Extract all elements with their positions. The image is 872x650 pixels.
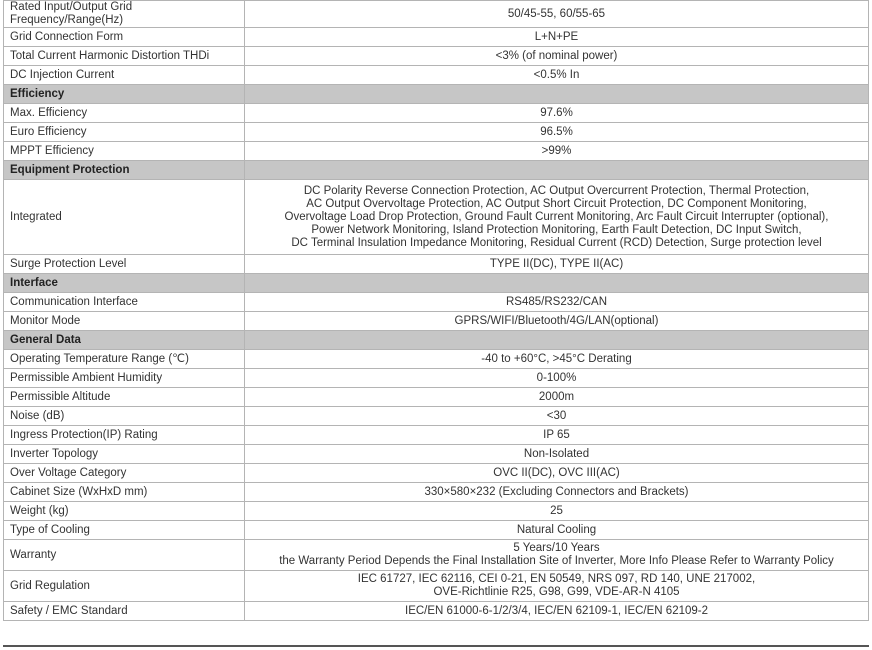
spec-value: [245, 142, 869, 161]
spec-row-total-current-harmonic-distortion-thdi: [4, 47, 869, 66]
spec-label: Rated Input/Output Grid Frequency/Range(Hz): [4, 1, 245, 28]
spec-label: Type of Cooling: [4, 521, 245, 540]
spec-label: Noise (dB): [4, 407, 245, 426]
spec-value: [245, 66, 869, 85]
section-title: Equipment Protection: [4, 161, 245, 180]
spec-value-line: Power Network Monitoring, Island Protection Monitoring, Earth Fault Detection, DC Input Switch,: [311, 223, 802, 236]
section-fill: [245, 85, 869, 104]
spec-row-integrated: [4, 180, 869, 255]
spec-label: Grid Connection Form: [4, 28, 245, 47]
spec-row-operating-temperature-range: [4, 350, 869, 369]
bottom-divider: [3, 645, 869, 647]
spec-label: Max. Efficiency: [4, 104, 245, 123]
spec-value-line: the Warranty Period Depends the Final Installation Site of Inverter, More Info Please Refer to Warranty Policy: [279, 555, 834, 567]
spec-row-grid-connection-form: [4, 28, 869, 47]
spec-row-permissible-altitude: [4, 388, 869, 407]
spec-label: Communication Interface: [4, 293, 245, 312]
spec-row-ingress-protection-ip-rating: [4, 426, 869, 445]
section-title: Efficiency: [4, 85, 245, 104]
section-fill: [245, 331, 869, 350]
spec-label: Euro Efficiency: [4, 123, 245, 142]
spec-row-euro-efficiency: [4, 123, 869, 142]
spec-value-line: Overvoltage Load Drop Protection, Ground Fault Current Monitoring, Arc Fault Circuit Interrupter (optional),: [284, 210, 829, 223]
spec-value: [245, 521, 869, 540]
spec-value-line: 96.5%: [540, 125, 573, 138]
spec-row-rated-input-output-grid-frequency-range-hz: [4, 1, 869, 28]
spec-label: Weight (kg): [4, 502, 245, 521]
spec-row-dc-injection-current: [4, 66, 869, 85]
spec-label: Surge Protection Level: [4, 255, 245, 274]
spec-value: [245, 1, 869, 28]
spec-label: Permissible Ambient Humidity: [4, 369, 245, 388]
spec-value-line: L+N+PE: [534, 30, 579, 43]
spec-table: [3, 0, 869, 621]
spec-label: Permissible Altitude: [4, 388, 245, 407]
spec-row-inverter-topology: [4, 445, 869, 464]
section-header-equipment-protection: [4, 161, 869, 180]
spec-value: [245, 104, 869, 123]
spec-value-line: AC Output Overvoltage Protection, AC Output Short Circuit Protection, DC Component Monitoring,: [306, 197, 807, 210]
spec-value-line: IEC/EN 61000-6-1/2/3/4, IEC/EN 62109-1, IEC/EN 62109-2: [405, 604, 708, 617]
spec-value-line: IP 65: [543, 428, 570, 441]
spec-row-monitor-mode: [4, 312, 869, 331]
spec-value: [245, 464, 869, 483]
spec-row-weight-kg: [4, 502, 869, 521]
spec-row-surge-protection-level: [4, 255, 869, 274]
spec-row-over-voltage-category: [4, 464, 869, 483]
spec-label: Inverter Topology: [4, 445, 245, 464]
spec-row-warranty: [4, 540, 869, 571]
spec-value-line: 330×580×232 (Excluding Connectors and Brackets): [424, 485, 689, 498]
section-header-efficiency: [4, 85, 869, 104]
spec-value-line: 0-100%: [536, 371, 577, 384]
section-header-interface: [4, 274, 869, 293]
spec-value-line: Natural Cooling: [516, 523, 597, 536]
spec-label: DC Injection Current: [4, 66, 245, 85]
spec-value-line: DC Terminal Insulation Impedance Monitoring, Residual Current (RCD) Detection, Surge protection level: [291, 236, 822, 249]
spec-row-communication-interface: [4, 293, 869, 312]
spec-value-line: GPRS/WIFI/Bluetooth/4G/LAN(optional): [454, 314, 659, 327]
spec-value: [245, 293, 869, 312]
spec-value: [245, 28, 869, 47]
spec-value: [245, 502, 869, 521]
spec-value-line: OVC II(DC), OVC III(AC): [493, 466, 620, 479]
spec-row-max-efficiency: [4, 104, 869, 123]
spec-value: [245, 483, 869, 502]
spec-label: Warranty: [4, 540, 245, 571]
spec-label: Ingress Protection(IP) Rating: [4, 426, 245, 445]
spec-value: [245, 350, 869, 369]
spec-value: [245, 369, 869, 388]
spec-value-line: 50/45-55, 60/55-65: [507, 7, 606, 20]
spec-label: Cabinet Size (WxHxD mm): [4, 483, 245, 502]
spec-value: [245, 123, 869, 142]
spec-value: [245, 445, 869, 464]
spec-table-body: [4, 1, 869, 621]
section-header-general-data: [4, 331, 869, 350]
spec-row-noise-db: [4, 407, 869, 426]
spec-value-line: RS485/RS232/CAN: [506, 295, 607, 308]
spec-value-line: DC Polarity Reverse Connection Protection, AC Output Overcurrent Protection, Thermal Protection,: [303, 184, 810, 197]
spec-label: Safety / EMC Standard: [4, 602, 245, 621]
spec-value: [245, 426, 869, 445]
spec-value: [245, 47, 869, 66]
spec-label: Integrated: [4, 180, 245, 255]
spec-value-line: 2000m: [538, 390, 575, 403]
spec-row-safety-emc-standard: [4, 602, 869, 621]
spec-value: [245, 312, 869, 331]
section-title: General Data: [4, 331, 245, 350]
spec-row-mppt-efficiency: [4, 142, 869, 161]
spec-value-line: <30: [546, 409, 567, 422]
spec-value-line: <0.5% In: [533, 68, 580, 81]
spec-value-line: 25: [550, 504, 563, 517]
section-fill: [245, 274, 869, 293]
spec-value: [245, 388, 869, 407]
section-fill: [245, 161, 869, 180]
spec-value: [245, 602, 869, 621]
spec-label: Grid Regulation: [4, 571, 245, 602]
spec-value-line: Non-Isolated: [523, 447, 590, 460]
spec-value: [245, 540, 869, 571]
spec-label: Total Current Harmonic Distortion THDi: [4, 47, 245, 66]
spec-label: Operating Temperature Range (℃): [4, 350, 245, 369]
spec-value-line: TYPE II(DC), TYPE II(AC): [489, 257, 624, 270]
spec-value-line: 5 Years/10 Years: [513, 542, 600, 554]
spec-value: [245, 180, 869, 255]
spec-value-line: 97.6%: [540, 106, 573, 119]
spec-label: MPPT Efficiency: [4, 142, 245, 161]
spec-value-line: OVE-Richtlinie R25, G98, G99, VDE-AR-N 4105: [433, 586, 680, 598]
spec-row-type-of-cooling: [4, 521, 869, 540]
section-title: Interface: [4, 274, 245, 293]
spec-value: [245, 255, 869, 274]
spec-label: Over Voltage Category: [4, 464, 245, 483]
spec-value-line: -40 to +60°C, >45°C Derating: [481, 352, 632, 365]
spec-row-grid-regulation: [4, 571, 869, 602]
spec-row-cabinet-size-wxhxd-mm: [4, 483, 869, 502]
spec-value-line: IEC 61727, IEC 62116, CEI 0-21, EN 50549, NRS 097, RD 140, UNE 217002,: [357, 573, 756, 585]
spec-value: [245, 407, 869, 426]
spec-value-line: <3% (of nominal power): [495, 49, 618, 62]
spec-row-permissible-ambient-humidity: [4, 369, 869, 388]
spec-value-line: >99%: [541, 144, 572, 157]
spec-value: [245, 571, 869, 602]
spec-label: Monitor Mode: [4, 312, 245, 331]
